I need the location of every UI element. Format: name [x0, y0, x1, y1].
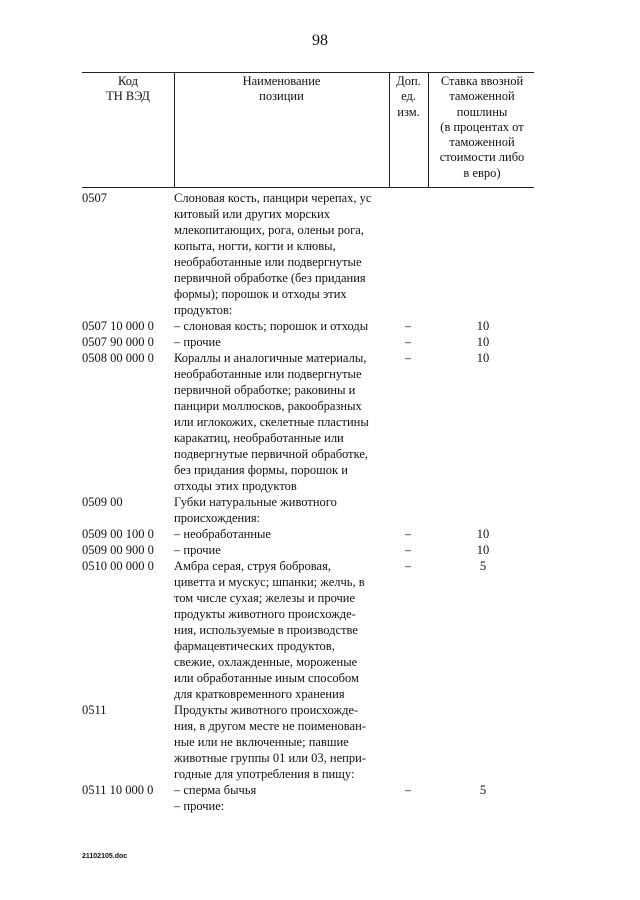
row-code: 0507 90 000 0	[82, 335, 154, 349]
row-duty-rate: 10	[476, 543, 490, 557]
row-unit: –	[404, 527, 412, 541]
row-description	[174, 558, 388, 702]
row-description	[174, 526, 388, 542]
row-description	[174, 542, 388, 558]
header-line: ТН ВЭД	[106, 89, 150, 104]
description-line: первичной обработке; раковины и	[174, 383, 356, 397]
description-line: для кратковременного хранения	[174, 687, 345, 701]
description-line: Амбра серая, струя бобровая,	[174, 559, 331, 573]
row-unit: –	[404, 559, 412, 573]
description-line: Слоновая кость, панцири черепах, ус	[174, 191, 372, 205]
row-code: 0508 00 000 0	[82, 351, 154, 365]
description-line: – необработанные	[174, 527, 271, 541]
header-line: в евро)	[463, 165, 501, 180]
description-line: продуктов:	[174, 303, 233, 317]
row-duty-rate: 5	[479, 783, 487, 797]
header-line: Доп.	[396, 74, 421, 88]
header-line: Код	[118, 74, 138, 88]
header-line: Ставка ввозной	[440, 74, 524, 88]
description-line: циветта и мускус; шпанки; желчь, в	[174, 575, 365, 589]
header-bottom-rule	[82, 187, 534, 188]
description-line: – прочие:	[174, 799, 225, 813]
description-line: без придания формы, порошок и	[174, 463, 348, 477]
row-description	[174, 190, 388, 318]
description-line: продукты животного происхожде-	[174, 607, 356, 621]
page-number: 98	[312, 32, 328, 49]
row-description	[174, 494, 388, 526]
description-line: фармацевтических продуктов,	[174, 639, 335, 653]
header-line: стоимости либо	[439, 150, 525, 165]
row-code: 0511 10 000 0	[82, 783, 154, 797]
description-line: ния, используемые в производстве	[174, 623, 358, 637]
row-duty-rate: 10	[476, 527, 490, 541]
description-line: отходы этих продуктов	[174, 479, 297, 493]
row-code: 0509 00 100 0	[82, 527, 154, 541]
row-duty-rate: 10	[476, 335, 490, 349]
description-line: копыта, ногти, когти и клювы,	[174, 239, 336, 253]
header-line: Наименование	[242, 74, 321, 88]
description-line: ные или не включенные; павшие	[174, 735, 349, 749]
description-line: китовый или других морских	[174, 207, 331, 221]
header-name	[174, 74, 389, 105]
row-unit: –	[404, 319, 412, 333]
row-code: 0511	[82, 703, 107, 717]
row-code: 0510 00 000 0	[82, 559, 154, 573]
row-unit: –	[404, 335, 412, 349]
description-line: – слоновая кость; порошок и отходы	[174, 319, 369, 333]
description-line: Кораллы и аналогичные материалы,	[174, 351, 367, 365]
description-line: первичной обработке (без придания	[174, 271, 366, 285]
footer-filename: 21102105.doc	[82, 853, 128, 860]
description-line: том числе сухая; железы и прочие	[174, 591, 356, 605]
description-line: панцири моллюсков, ракообразных	[174, 399, 362, 413]
description-line: ния, в другом месте не поименован-	[174, 719, 366, 733]
header-line: пошлины	[456, 104, 508, 119]
description-line: Продукты животного происхожде-	[174, 703, 359, 717]
description-line: необработанные или подвергнутые	[174, 255, 362, 269]
description-line: необработанные или подвергнутые	[174, 367, 362, 381]
header-line: таможенной	[449, 135, 515, 150]
description-line: или обработанные иным способом	[174, 671, 359, 685]
row-code: 0507 10 000 0	[82, 319, 154, 333]
row-unit: –	[404, 783, 412, 797]
row-description	[174, 782, 388, 798]
description-line: формы); порошок и отходы этих	[174, 287, 347, 301]
description-line: млекопитающих, рога, оленьи рога,	[174, 223, 364, 237]
description-line: животные группы 01 или 03, непри-	[174, 751, 366, 765]
header-unit	[389, 74, 428, 120]
description-line: подвергнутые первичной обработке,	[174, 447, 369, 461]
header-top-rule	[82, 72, 534, 73]
header-line: ед.	[401, 89, 416, 104]
row-duty-rate: 10	[476, 319, 490, 333]
description-line: Губки натуральные животного	[174, 495, 337, 509]
description-line: – сперма бычья	[174, 783, 257, 797]
header-line: (в процентах от	[440, 119, 524, 134]
description-line: происхождения:	[174, 511, 261, 525]
header-line: позиции	[259, 89, 304, 104]
row-description	[174, 702, 388, 782]
description-line: свежие, охлажденные, мороженые	[174, 655, 358, 669]
row-unit: –	[404, 543, 412, 557]
header-line: таможенной	[449, 89, 515, 104]
row-unit: –	[404, 351, 412, 365]
row-description	[174, 798, 388, 814]
row-duty-rate: 5	[479, 559, 487, 573]
description-line: годные для употребления в пищу:	[174, 767, 355, 781]
header-line: изм.	[397, 104, 420, 119]
row-code: 0507	[82, 191, 107, 205]
description-line: – прочие	[174, 335, 221, 349]
row-code: 0509 00 900 0	[82, 543, 154, 557]
row-description	[174, 318, 388, 334]
description-line: каракатиц, необработанные или	[174, 431, 344, 445]
row-code: 0509 00	[82, 495, 123, 509]
header-code	[82, 74, 174, 105]
description-line: или иглокожих, скелетные пластины	[174, 415, 369, 429]
header-rate	[428, 74, 536, 181]
row-description	[174, 334, 388, 350]
row-description	[174, 350, 388, 494]
row-duty-rate: 10	[476, 351, 490, 365]
description-line: – прочие	[174, 543, 221, 557]
